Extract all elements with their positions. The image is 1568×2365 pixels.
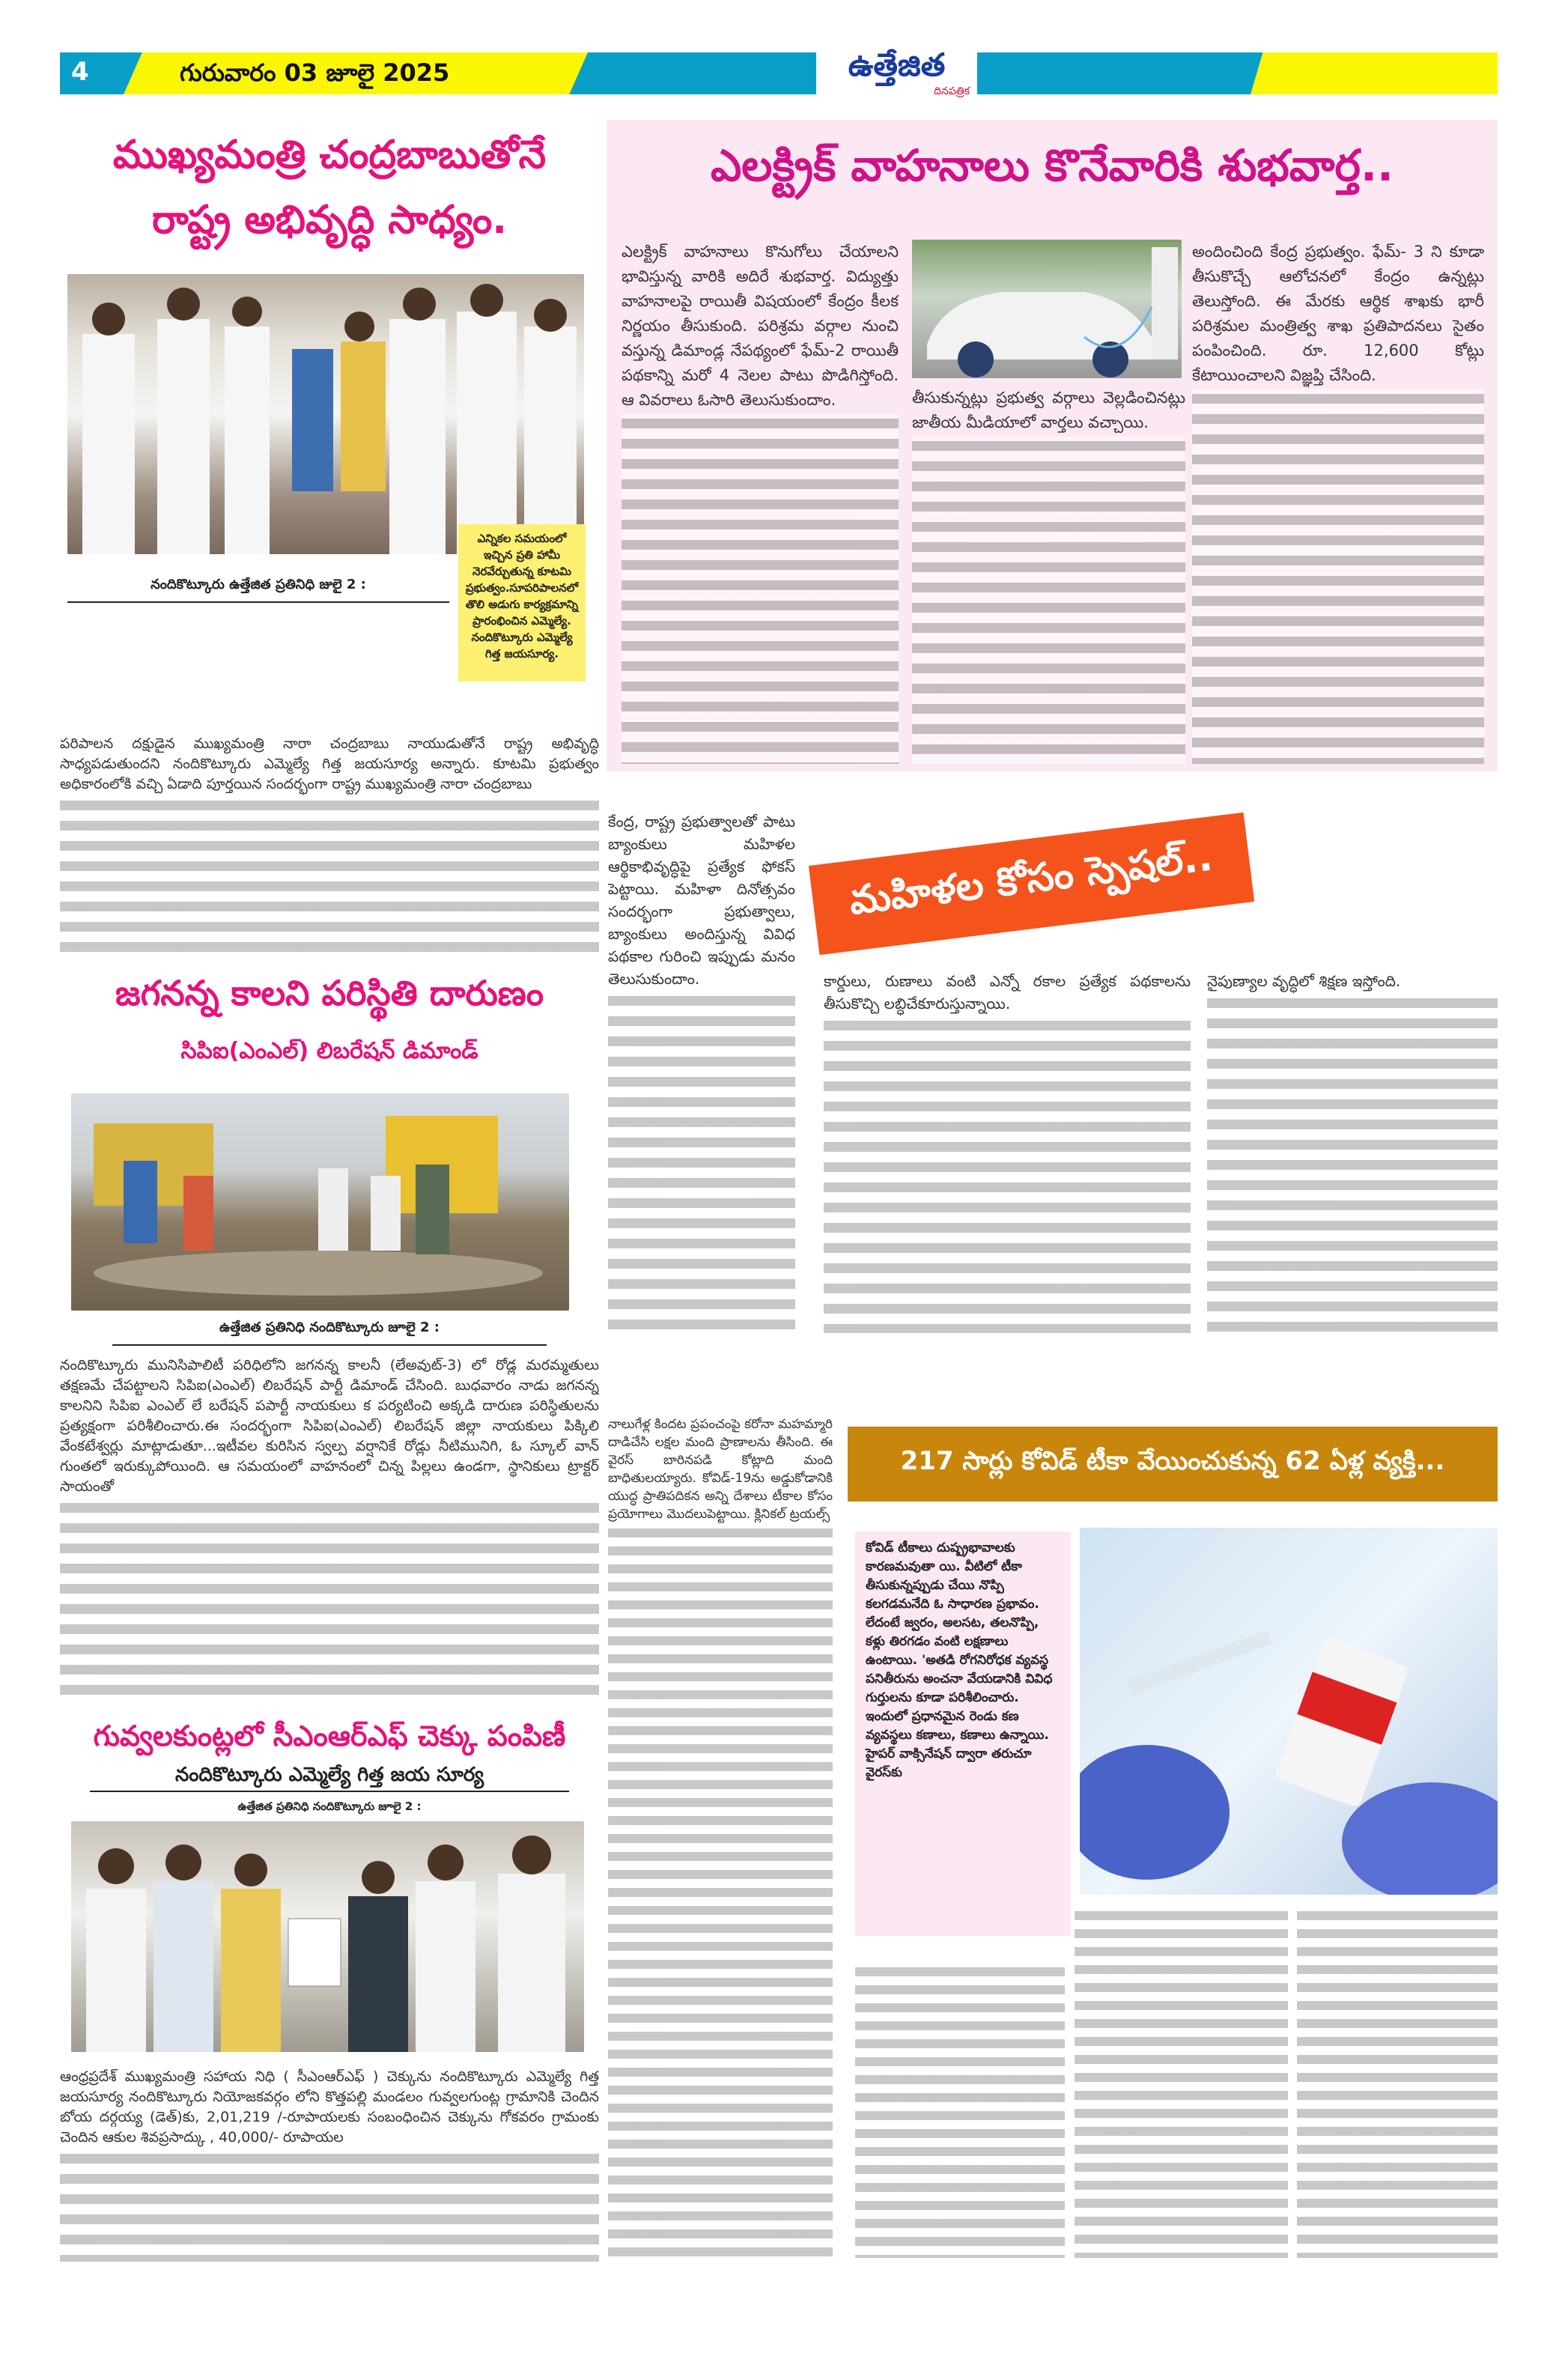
article4-col1 <box>622 240 899 764</box>
issue-date: గురువారం 03 జూలై 2025 <box>180 58 450 87</box>
article1-photo <box>67 274 584 554</box>
article3-subhead: నందికొట్కూరు ఎమ్మెల్యే గిత్త జయ సూర్య <box>90 1764 569 1792</box>
article6-col3 <box>1075 1906 1288 2258</box>
article5-col3 <box>1207 970 1498 1333</box>
group-of-people-image <box>67 274 584 554</box>
flooded-colony-image <box>71 1093 569 1311</box>
article3-photo <box>71 1821 584 2052</box>
article5-headline: మహిళల కోసం స్పెషల్.. <box>847 834 1215 924</box>
article2-body <box>60 1355 599 1696</box>
article4-col3-text: అందించింది కేంద్ర ప్రభుత్వం. ఫేమ్- 3 ని కూడా తీసుకొచ్చే ఆలోచనలో కేంద్రం ఉన్నట్లు తెలుస్తోంది. ఈ మేరకు ఆర్థిక శాఖకు భారీ పరిశ్రమల మంత్రిత్వ శాఖ ప్రతిపాదనలు సైతం పంపించింది. రూ. 12,600 కోట్లు కేటాయించాలని విజ్ఞప్తి చేసింది. <box>1192 243 1484 384</box>
article6-col1-continued <box>608 1525 833 2258</box>
article5-headline-banner <box>809 813 1254 955</box>
article5-col1-continued <box>608 992 795 1335</box>
article3-dateline: ఉత్తేజిత ప్రతినిధి నందికొట్కూరు జూలై 2 : <box>237 1800 422 1813</box>
article6-col1 <box>608 1415 833 2258</box>
article3-body <box>60 2067 599 2262</box>
article4-col2-text: తీసుకున్నట్లు ప్రభుత్వ వర్గాలు వెల్లడించినట్లు జాతీయ మీడియాలో వార్తలు వచ్చాయి. <box>912 389 1185 431</box>
article4-col2 <box>912 386 1185 764</box>
article6-col1-text: నాలుగేళ్ల కిందట ప్రపంచంపై కరోనా మహమ్మారి దాడిచేసి లక్షల మంది ప్రాణాలను తీసింది. ఈ వైరస్ బారినపడి కోట్లాది మంది బాధితులయ్యారు. కోవిడ్-19ను అడ్డుకోడానికి యుద్ధ ప్రాతిపదికన అన్ని దేశాలు టీకాల కోసం ప్రయోగాలు మొదలుపెట్టాయి. క్లినికల్ ట్రయల్స్ <box>608 1417 833 1522</box>
article3-body-text: ఆంధ్రప్రదేశ్ ముఖ్యమంత్రి సహాయ నిధి ( సీఎంఆర్ఎఫ్ ) చెక్కును నందికొట్కూరు ఎమ్మెల్యే గిత్త జయసూర్య నందికొట్కూరు నియోజకవర్గం లోని కొత్తపల్లి మండలం గువ్వలగుంట్ల గ్రామానికి చెందిన బోయ దర్గయ్య (డెత్)కు, 2,01,219 /-రూపాయలకు సంబంధించిన చెక్కును గోకవరం గ్రామంకు చెందిన ఆకుల శివప్రసాద్కు , 40,000/- రూపాయల <box>60 2068 599 2146</box>
article2-body-continued <box>60 1499 599 1696</box>
article5-col2-continued <box>824 1016 1191 1333</box>
article4-col3 <box>1192 240 1484 764</box>
article6-col4 <box>1297 1906 1498 2258</box>
article1-dateline: నందికొట్కూరు ఉత్తేజిత ప్రతినిధి జులై 2 : <box>67 577 449 603</box>
article5-col1-text: కేంద్ర, రాష్ట్ర ప్రభుత్వాలతో పాటు బ్యాంకులు మహిళల ఆర్థికాభివృద్ధిపై ప్రత్యేక ఫోకస్ పెట్టాయి. మహిళా దినోత్సవం సందర్భంగా ప్రభుత్వాలు, బ్యాంకులు అందిస్తున్న వివిధ పథకాల గురించి ఇప్పుడు మనం తెలుసుకుందాం. <box>608 813 795 988</box>
article4-headline: ఎలక్ట్రిక్ వాహనాలు కొనేవారికి శుభవార్త.. <box>710 140 1394 191</box>
article2-photo <box>71 1093 569 1311</box>
article2-headline: జగనన్న కాలని పరిస్థితి దారుణం <box>115 973 544 1013</box>
article6-col4-continued <box>1297 1907 1498 2258</box>
article1-body <box>60 734 599 959</box>
masthead-title: ఉత్తేజిత <box>848 46 946 83</box>
article5-col3-text: నైపుణ్యాల వృద్ధిలో శిక్షణ ఇస్తోంది. <box>1207 972 1401 990</box>
article3-body-continued <box>60 2149 599 2262</box>
article2-dateline: ఉత్తేజిత ప్రతినిధి నందికొట్కూరు జూలై 2 : <box>112 1320 547 1346</box>
page-number: 4 <box>71 57 89 87</box>
article6-highlight-box <box>855 1531 1071 1936</box>
article5-col1 <box>608 810 795 1335</box>
article2-body-text: నందికొట్కూరు మునిసిపాలిటీ పరిధిలోని జగనన్న కాలనీ (లేఅవుట్-3) లో రోడ్ల మరమ్మతులు తక్షణమే చేపట్టాలని సిపిఐ(ఎంఎల్) లిబరేషన్ పార్టీ డిమాండ్ చేసింది. బుధవారం నాడు జగనన్న కాలనిని సిపిఐ ఎంఎల్ లే బరేషన్ పపార్టీ నాయకులు క పర్యటించి అక్కడి దారుణ పరిస్థితులను ప్రత్యక్షంగా పరిశీలించారు.ఈ సందర్భంగా సిపిఐ(ఎంఎల్) లిబరేషన్ జిల్లా నాయకులు పిక్కిలి వేంకటేశ్వర్లు మాట్లాడుతూ...ఇటీవల కురిసిన స్వల్ప వర్షానికే రోడ్లు నీటిమునిగి, ఓ స్కూల్ వాన్ గుంతలో ఇరుక్కుపోయింది. ఆ సమయంలో వాహనంలో చిన్న పిల్లలు ఉండగా, స్థానికులు ట్రాక్టర్ సాయంతో <box>60 1357 599 1495</box>
electric-car-image <box>912 240 1182 378</box>
article5-col2 <box>824 970 1191 1333</box>
article5-col3-continued <box>1207 994 1498 1333</box>
article6-headline: 217 సార్లు కోవిడ్ టీకా వేయించుకున్న 62 ఏళ్ల వ్యక్తి... <box>900 1446 1445 1476</box>
vaccine-image <box>1080 1528 1498 1895</box>
article6-col2-continued <box>855 1964 1065 2258</box>
masthead-logo <box>816 45 977 106</box>
vaccine-vial-syringe-icon <box>1080 1528 1498 1895</box>
article2-subhead: సిపిఐ(ఎంఎల్) లిబరేషన్ డిమాండ్ <box>180 1038 478 1064</box>
article6-headline-banner <box>848 1427 1498 1502</box>
article6-highlight-text: కోవిడ్ టీకాలు దుష్ప్రభావాలకు కారణమవుతా యి. వీటిలో టీకా తీసుకున్నప్పుడు చేయి నొప్పి కలగడమనేది ఓ సాధారణ ప్రభావం. లేదంటే జ్వరం, అలసట, తలనొప్పి, కళ్లు తిరగడం వంటి లక్షణాలు ఉంటాయి. 'అతడి రోగనిరోధక వ్యవస్థ పనితీరును అంచనా వేయడానికి వివిధ గుర్తులను కూడా పరిశీలించారు. ఇందులో ప్రధానమైన రెండు కణ వ్యవస్థలు కణాలు, కణాలు ఉన్నాయి. హైపర్ వాక్సినేషన్ ద్వారా తరుచూ వైరస్‌కు <box>866 1540 1053 1780</box>
article4-col1-continued <box>622 414 899 764</box>
article4-col3-continued <box>1192 389 1484 764</box>
article1-highlight-box <box>458 524 586 681</box>
article1-body-text: పరిపాలన దక్షుడైన ముఖ్యమంత్రి నారా చంద్రబాబు నాయుడుతోనే రాష్ట్ర అభివృద్ధి సాధ్యపడుతుందని నందికొట్కూరు ఎమ్మెల్యే గిత్త జయసూర్య అన్నారు. కూటమి ప్రభుత్వం అధికారంలోకి వచ్చి ఏడాది పూర్తయిన సందర్భంగా రాష్ట్ర ముఖ్యమంత్రి నారా చంద్రబాబు <box>60 735 599 792</box>
masthead-subtitle: దినపత్రిక <box>934 85 970 97</box>
article4-col1-text: ఎలక్ట్రిక్ వాహనాలు కొనుగోలు చేయాలని భావిస్తున్న వారికి అదిరే శుభవార్త. విద్యుత్తు వాహనాలపై రాయితీ విషయంలో కేంద్రం కీలక నిర్ణయం తీసుకుంది. పరిశ్రమ వర్గాల నుంచి వస్తున్న డిమాండ్ల నేపథ్యంలో ఫేమ్-2 రాయితీ పథకాన్ని మరో 4 నెలల పాటు పొడిగిస్తోంది. ఆ వివరాలు ఓసారి తెలుసుకుందాం. <box>622 243 899 409</box>
article1-highlight-text: ఎన్నికల సమయంలో ఇచ్చిన ప్రతి హామీ నెరవేర్చుతున్న కూటమి ప్రభుత్వం.సూపరిపాలనలో తొలి అడుగు కార్యక్రమాన్ని ప్రారంభించిన ఎమ్మెల్యే. నందికొట్కూరు ఎమ్మెల్యే గిత్త జయసూర్య. <box>465 532 579 661</box>
article6-col2 <box>855 1962 1065 2258</box>
article3-headline: గువ్వలకుంట్లలో సీఎంఆర్ఎఫ్ చెక్కు పంపిణీ <box>93 1719 566 1752</box>
article6-col3-continued <box>1075 1907 1288 2258</box>
article1-headline-line1: ముఖ్యమంత్రి చంద్రబాబుతోనే <box>112 133 547 177</box>
cheque-handover-image <box>71 1821 584 2052</box>
article1-headline-line2: రాష్ట్ర అభివృద్ధి సాధ్యం. <box>151 198 508 243</box>
article5-col2-text: కార్డులు, రుణాలు వంటి ఎన్నో రకాల ప్రత్యేక పథకాలను తీసుకొచ్చి లబ్ధిచేకూరుస్తున్నాయి. <box>824 972 1191 1013</box>
article1-body-continued <box>60 796 599 959</box>
header-right-band <box>1251 52 1498 94</box>
article4-col2-continued <box>912 437 1185 764</box>
car-charging-icon <box>912 240 1182 378</box>
